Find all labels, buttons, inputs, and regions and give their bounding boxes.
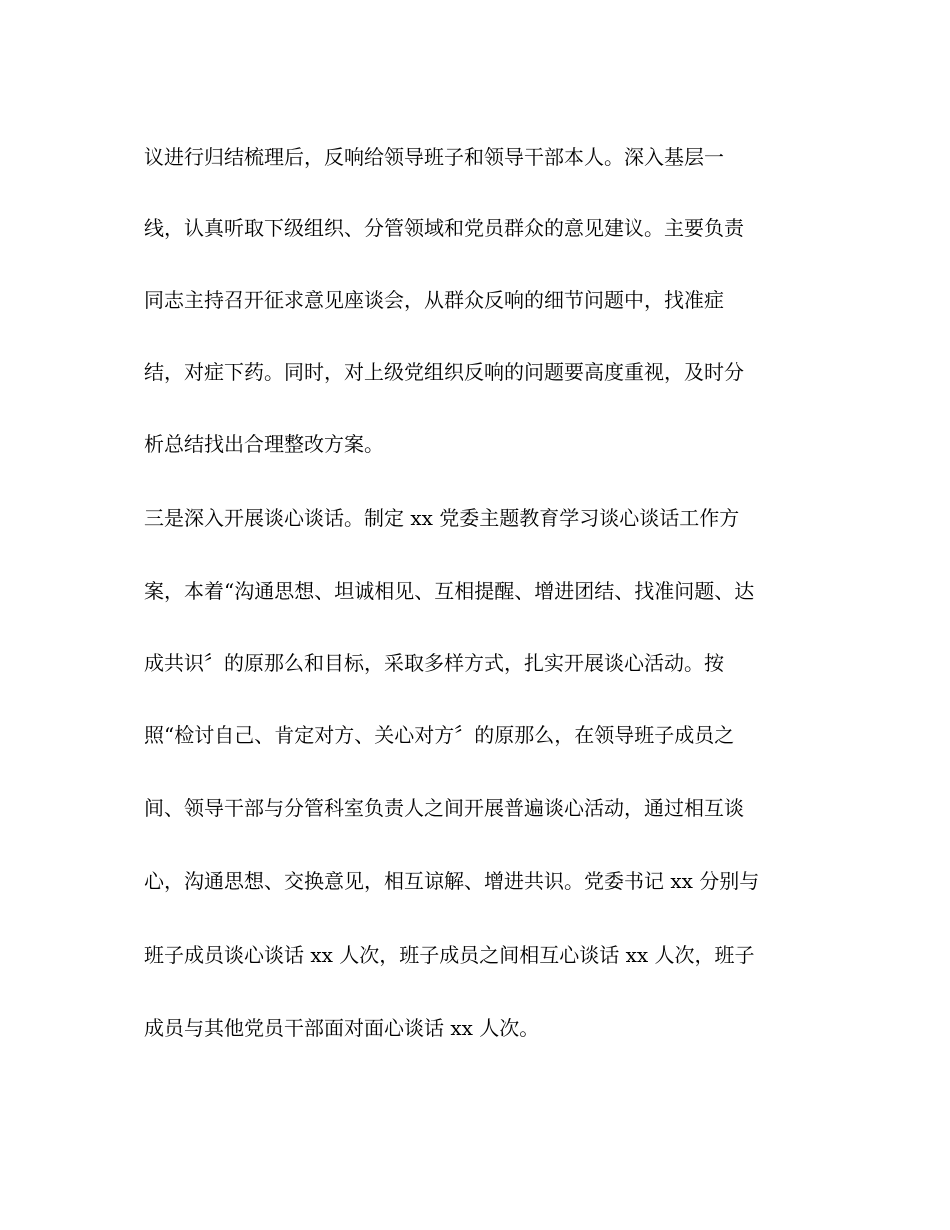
text-line: 心，沟通思想、交换意见，相互谅解、增进共识。党委书记 xx 分别与 [144,869,760,893]
text-line: 间、领导干部与分管科室负责人之间开展普遍谈心活动，通过相互谈 [144,796,744,820]
text-line: 结，对症下药。同时，对上级党组织反响的问题要高度重视，及时分 [144,360,744,384]
text-line: 班子成员谈心谈话 xx 人次，班子成员之间相互心谈话 xx 人次，班子 [144,943,755,967]
text-line: 线，认真听取下级组织、分管领域和党员群众的意见建议。主要负责 [144,216,744,240]
text-line: 析总结找出合理整改方案。 [144,432,384,456]
text-line: 三是深入开展谈心谈话。制定 xx 党委主题教育学习谈心谈话工作方 [144,506,740,530]
text-line: 照“检讨自己、肯定对方、关心对方〞的原那么，在领导班子成员之 [144,723,735,747]
text-line: 成共识〞的原那么和目标，采取多样方式，扎实开展谈心活动。按 [144,651,724,675]
text-line: 议进行归结梳理后，反响给领导班子和领导干部本人。深入基层一 [144,145,724,169]
text-line: 同志主持召开征求意见座谈会，从群众反响的细节问题中，找准症 [144,288,724,312]
text-line: 成员与其他党员干部面对面心谈话 xx 人次。 [144,1016,540,1040]
text-line: 案，本着“沟通思想、坦诚相见、互相提醒、增进团结、找准问题、达 [144,579,755,603]
